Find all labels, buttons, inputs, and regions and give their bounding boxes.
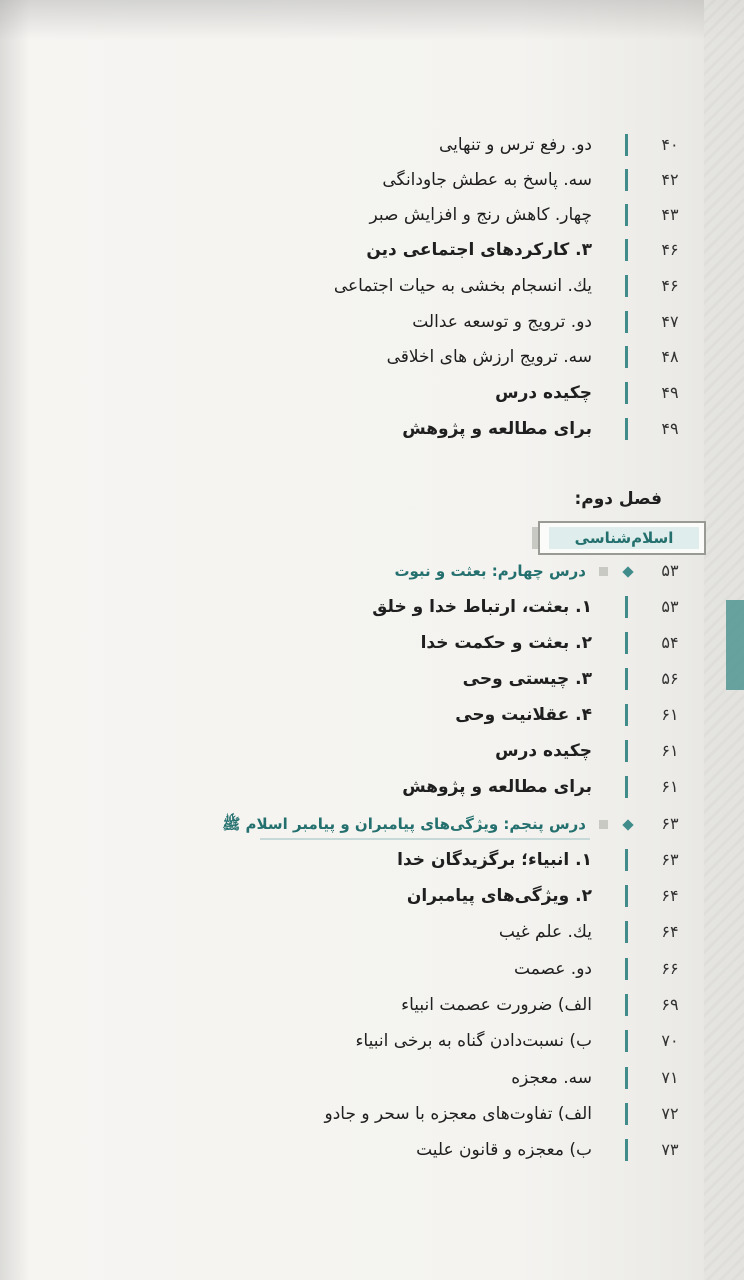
toc-entry-title: ب) نسبت‌دادن گناه به برخی انبیاء (355, 1031, 592, 1051)
lesson-title: درس پنجم: ویژگی‌های پیامبران و پیامبر اسلام ﷺ (222, 815, 586, 833)
page-number: ۶۳ (661, 814, 679, 833)
toc-row[interactable] (50, 989, 690, 1021)
page-number: ۴۹ (661, 419, 679, 438)
row-divider (625, 994, 628, 1016)
page-number: ۶۶ (661, 959, 679, 978)
toc-entry-title: دو. رفع ترس و تنهایی (438, 135, 592, 155)
toc-row[interactable] (50, 129, 690, 161)
toc-row[interactable] (50, 916, 690, 948)
toc-row[interactable] (50, 844, 690, 876)
toc-row[interactable] (50, 306, 690, 338)
toc-entry-title: یك. انسجام بخشی به حیات اجتماعی (333, 276, 592, 296)
toc-row[interactable] (50, 880, 690, 912)
toc-row[interactable] (50, 591, 690, 623)
row-divider (625, 632, 628, 654)
toc-entry-title: ۱. انبیاء؛ برگزیدگان خدا (397, 850, 592, 870)
page-number: ۴۰ (661, 135, 679, 154)
toc-entry-title: ب) معجزه و قانون علیت (416, 1140, 592, 1160)
toc-entry-title: دو. ترویج و توسعه عدالت (412, 312, 592, 332)
page-number: ۷۱ (661, 1068, 679, 1087)
toc-row[interactable] (50, 377, 690, 409)
page-number: ۶۱ (661, 777, 679, 796)
toc-row[interactable] (50, 1025, 690, 1057)
page-number: ۵۳ (661, 597, 679, 616)
toc-entry-title: الف) ضرورت عصمت انبیاء (401, 995, 592, 1015)
row-divider (625, 1139, 628, 1161)
row-divider (625, 1067, 628, 1089)
chapter-title: اسلام‌شناسی (549, 527, 699, 549)
page-left-shadow (0, 0, 30, 1280)
toc-entry-title: چهار. کاهش رنج و افزایش صبر (369, 205, 592, 225)
toc-entry-title: دو. عصمت (514, 959, 592, 979)
toc-entry-title: برای مطالعه و پژوهش (402, 777, 592, 797)
toc-row[interactable] (50, 270, 690, 302)
toc-entry-title: ۲. بعثت و حکمت خدا (420, 633, 592, 653)
row-divider (625, 239, 628, 261)
page-number: ۶۴ (661, 886, 679, 905)
toc-row[interactable] (50, 413, 690, 445)
row-divider (625, 704, 628, 726)
square-bullet-icon (599, 567, 608, 576)
page-number: ۶۴ (661, 922, 679, 941)
toc-row[interactable] (50, 164, 690, 196)
toc-row[interactable] (50, 771, 690, 803)
toc-row[interactable] (50, 735, 690, 767)
page-top-shadow (0, 0, 744, 40)
chapter-title-box[interactable] (538, 521, 706, 555)
chapter-tab-mark (726, 600, 744, 690)
page-number: ۴۸ (661, 347, 679, 366)
toc-entry-title: سه. پاسخ به عطش جاودانگی (382, 170, 592, 190)
row-divider (625, 596, 628, 618)
row-divider (625, 346, 628, 368)
row-divider (625, 169, 628, 191)
row-divider (625, 204, 628, 226)
page-number: ۶۹ (661, 995, 679, 1014)
page-number: ۷۰ (661, 1031, 679, 1050)
row-divider (625, 382, 628, 404)
toc-row[interactable] (50, 341, 690, 373)
row-divider (625, 668, 628, 690)
toc-entry-title: برای مطالعه و پژوهش (402, 419, 592, 439)
page-number: ۴۳ (661, 205, 679, 224)
row-divider (625, 776, 628, 798)
toc-entry-title: ۱. بعثت، ارتباط خدا و خلق (372, 597, 592, 617)
row-divider (625, 885, 628, 907)
page-number: ۷۳ (661, 1140, 679, 1159)
page-number: ۴۷ (661, 312, 679, 331)
lesson-underline (260, 838, 590, 840)
row-divider (625, 134, 628, 156)
chapter-label: فصل دوم: (574, 489, 662, 509)
page-number: ۵۳ (661, 561, 679, 580)
toc-entry-title: ۲. ویژگی‌های پیامبران (406, 886, 592, 906)
page-number: ۴۶ (661, 276, 679, 295)
toc-row[interactable] (50, 699, 690, 731)
page-number: ۶۱ (661, 705, 679, 724)
square-bullet-icon (599, 820, 608, 829)
page-number: ۴۶ (661, 240, 679, 259)
row-divider (625, 1103, 628, 1125)
toc-row[interactable] (50, 1134, 690, 1166)
page-number: ۴۹ (661, 383, 679, 402)
row-divider (625, 849, 628, 871)
row-divider (625, 921, 628, 943)
toc-entry-title: سه. معجزه (511, 1068, 592, 1088)
toc-entry-title: چکیده درس (495, 741, 592, 761)
page-number: ۵۶ (661, 669, 679, 688)
row-divider (625, 275, 628, 297)
toc-entry-title: ۳. چیستی وحی (462, 669, 592, 689)
diamond-icon (622, 566, 633, 577)
toc-entry-title: سه. ترویج ارزش های اخلاقی (386, 347, 592, 367)
toc-row[interactable] (50, 1062, 690, 1094)
toc-row[interactable] (50, 663, 690, 695)
page-number: ۴۲ (661, 170, 679, 189)
page-number: ۷۲ (661, 1104, 679, 1123)
toc-row[interactable] (50, 234, 690, 266)
page-number: ۵۴ (661, 633, 679, 652)
row-divider (625, 418, 628, 440)
chapter-box-accent (532, 527, 538, 549)
lesson-heading[interactable] (50, 555, 690, 587)
diamond-icon (622, 819, 633, 830)
toc-entry-title: ۴. عقلانیت وحی (455, 705, 592, 725)
row-divider (625, 740, 628, 762)
toc-row[interactable] (50, 627, 690, 659)
toc-entry-title: ۳. کارکردهای اجتماعی دین (366, 240, 592, 260)
toc-row[interactable] (50, 199, 690, 231)
lesson-heading[interactable] (50, 808, 690, 840)
toc-entry-title: الف) تفاوت‌های معجزه با سحر و جادو (324, 1104, 592, 1124)
toc-row[interactable] (50, 953, 690, 985)
lesson-title: درس چهارم: بعثت و نبوت (394, 562, 586, 580)
row-divider (625, 311, 628, 333)
page-number: ۶۱ (661, 741, 679, 760)
toc-entry-title: یك. علم غیب (498, 922, 592, 942)
toc-entry-title: چکیده درس (495, 383, 592, 403)
row-divider (625, 958, 628, 980)
row-divider (625, 1030, 628, 1052)
page-number: ۶۳ (661, 850, 679, 869)
toc-row[interactable] (50, 1098, 690, 1130)
